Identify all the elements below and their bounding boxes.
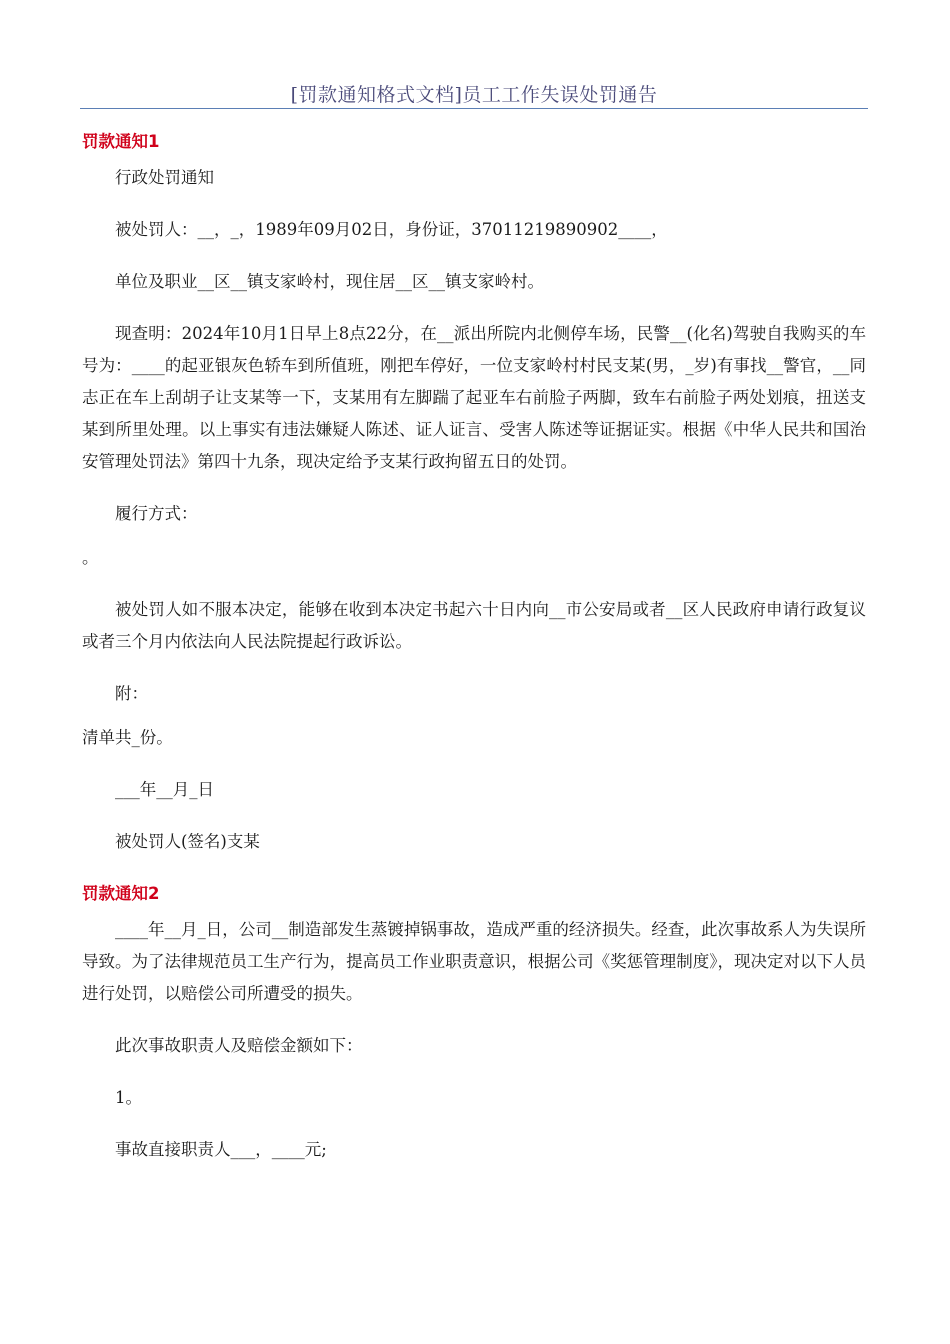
date-line: ___年__月_日 — [115, 780, 214, 799]
header-divider — [80, 108, 868, 109]
paragraph: 附： — [115, 684, 148, 703]
paragraph: 行政处罚通知 — [115, 168, 214, 187]
paragraph: 。 — [82, 548, 99, 567]
paragraph: 此次事故职责人及赔偿金额如下： — [115, 1036, 363, 1055]
signature-line: 被处罚人(签名)支某 — [115, 832, 260, 851]
paragraph: 被处罚人：__，_，1989年09月02日，身份证，37011219890902____， — [115, 220, 668, 239]
section-title-2: 罚款通知2 — [82, 884, 160, 903]
paragraph: 单位及职业__区__镇支家岭村，现住居__区__镇支家岭村。 — [115, 272, 544, 291]
document-header-title: [罚款通知格式文档]员工工作失误处罚通告 — [290, 84, 658, 106]
paragraph: 履行方式： — [115, 504, 198, 523]
section-title-1: 罚款通知1 — [82, 132, 160, 151]
paragraph: 清单共_份。 — [82, 728, 173, 747]
paragraph: 被处罚人如不服本决定，能够在收到本决定书起六十日内向__市公安局或者__区人民政府申请行政复议或者三个月内依法向人民法院提起行政诉讼。 — [82, 600, 866, 651]
document-body — [82, 126, 866, 1186]
paragraph: ____年__月_日，公司__制造部发生蒸镀掉锅事故，造成严重的经济损失。经查，此次事故系人为失误所导致。为了法律规范员工生产行为，提高员工作业职责意识，根据公司《奖惩管理制度》，现决定对以下人员进行处罚，以赔偿公司所遭受的损失。 — [82, 920, 866, 1003]
paragraph: 1。 — [115, 1088, 142, 1107]
paragraph: 现查明：2024年10月1日早上8点22分，在__派出所院内北侧停车场，民警__(化名)驾驶自我购买的车号为：____的起亚银灰色轿车到所值班，刚把车停好，一位支家岭村村民支某(男，_岁)有事找__警官，__同志正在车上刮胡子让支某等一下，支某用有左脚踹了起亚车右前脸子两脚，致车右前脸子两处划痕，扭送支某到所里处理。以上事实有违法嫌疑人陈述、证人证言、受害人陈述等证据证实。根据《中华人民共和国治安管理处罚法》第四十九条，现决定给予支某行政拘留五日的处罚。 — [82, 324, 866, 471]
paragraph: 事故直接职责人___，____元; — [115, 1140, 327, 1159]
